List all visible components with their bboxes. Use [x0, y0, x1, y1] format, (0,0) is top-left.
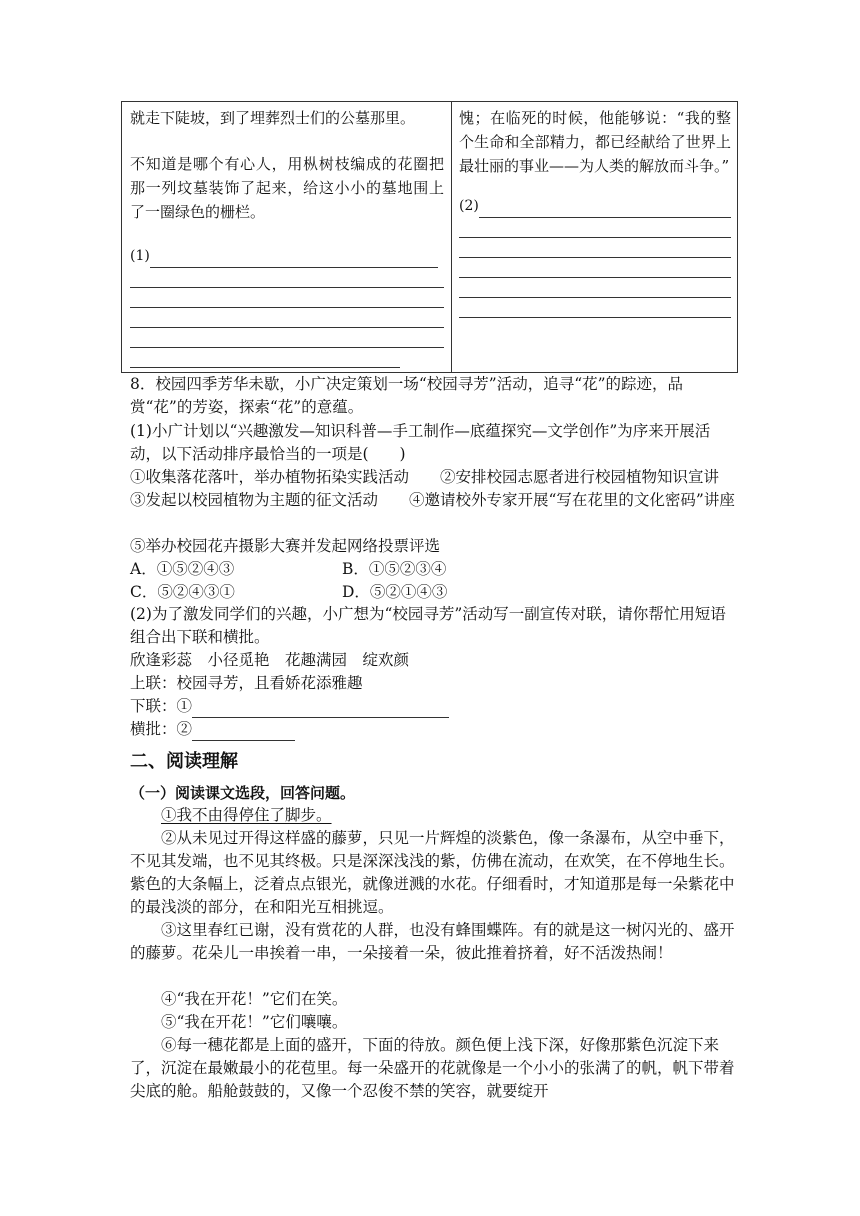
lower-couplet-label: 下联：① — [130, 697, 193, 715]
answer-line[interactable] — [130, 348, 400, 368]
blank-label-2: (2) — [459, 198, 479, 214]
passage-paragraph-6: ⑥每一穗花都是上面的盛开，下面的待放。颜色便上浅下深，好像那紫色沉淀下来了，沉淀在最嫩最小的花苞里。每一朵盛开的花就像是一个小小的张满了的帆，帆下带着尖底的舱。船舱鼓鼓的，又像一个忍俊不禁的笑容，就要绽开 — [130, 1036, 735, 1100]
passage-paragraph-1: ①我不由得停住了脚步。 — [161, 806, 332, 824]
right-paragraph-1: 愧；在临死的时候，他能够说：“我的整个生命和全部精力，都已经献给了世界上最壮丽的事业——为人类的解放而斗争。” — [459, 109, 731, 175]
lower-couplet-line[interactable] — [192, 699, 449, 718]
section-2-title: 二、阅读理解 — [130, 751, 238, 772]
passage-paragraph-2: ②从未见过开得这样盛的藤萝，只见一片辉煌的淡紫色，像一条瀑布，从空中垂下，不见其发端，也不见其终极。只是深深浅浅的紫，仿佛在流动，在欢笑，在不停地生长。紫色的大条幅上，泛着点点银光，就像迸溅的水花。仔细看时，才知道那是每一朵紫花中的最浅淡的部分，在和阳光互相挑逗。 — [130, 829, 735, 916]
left-paragraph-2: 不知道是哪个有心人，用枞树枝编成的花圈把那一列坟墓装饰了起来，给这小小的墓地围上了一圈绿色的栅栏。 — [130, 155, 444, 221]
answer-line[interactable] — [130, 328, 444, 348]
table-divider — [451, 102, 452, 372]
section-2-subtitle: （一）阅读课文选段，回答问题。 — [130, 784, 356, 802]
answer-blank-2[interactable] — [459, 196, 731, 218]
banner-line[interactable] — [192, 722, 295, 741]
question-8-stem: 8．校园四季芳华未歇，小广决定策划一场“校园寻芳”活动，追寻“花”的踪迹，品赏“花”的芳姿，探索“花”的意蕴。 — [130, 375, 684, 416]
option-b[interactable]: B．①⑤②③④ — [342, 560, 447, 578]
answer-line[interactable] — [459, 258, 731, 278]
answer-blank-1[interactable] — [130, 246, 444, 268]
answer-line[interactable] — [459, 238, 731, 258]
question-8-part-2: (2)为了激发同学们的兴趣，小广想为“校园寻芳”活动写一副宣传对联，请你帮忙用短语组合出下联和横批。 — [130, 605, 726, 646]
table-left-cell — [130, 106, 444, 368]
table-right-cell — [459, 106, 731, 318]
answer-table — [121, 101, 738, 373]
blank-label-1: (1) — [130, 248, 150, 264]
option-c[interactable]: C．⑤②④③① — [130, 583, 235, 601]
answer-line[interactable] — [130, 308, 444, 328]
activity-5: ⑤举办校园花卉摄影大赛并发起网络投票评选 — [130, 537, 441, 555]
activity-list: ①收集落花落叶，举办植物拓染实践活动 ②安排校园志愿者进行校园植物知识宣讲 ③发起以校园植物为主题的征文活动 ④邀请校外专家开展“写在花里的文化密码”讲座 — [130, 468, 751, 509]
passage-paragraph-5: ⑤“我在开花！”它们嚷嚷。 — [161, 1013, 348, 1031]
answer-line[interactable] — [459, 278, 731, 298]
answer-line[interactable] — [459, 218, 731, 238]
question-8-part-1: (1)小广计划以“兴趣激发—知识科普—手工制作—底蕴探究—文学创作”为序来开展活动，以下活动排序最恰当的一项是( ) — [130, 422, 711, 463]
left-paragraph-1: 就走下陡坡，到了埋葬烈士们的公墓那里。 — [130, 109, 416, 127]
passage-paragraph-3: ③这里春红已谢，没有赏花的人群，也没有蜂围蝶阵。有的就是这一树闪光的、盛开的藤萝。花朵儿一串挨着一串，一朵接着一朵，彼此推着挤着，好不活泼热闹！ — [130, 921, 735, 962]
banner-label: 横批：② — [130, 720, 193, 738]
lower-couplet-blank — [130, 695, 740, 718]
option-a[interactable]: A．①⑤②④③ — [130, 560, 235, 578]
answer-line[interactable] — [459, 298, 731, 318]
upper-couplet: 上联：校园寻芳，且看娇花添雅趣 — [130, 674, 363, 692]
answer-line[interactable] — [130, 288, 444, 308]
answer-line[interactable] — [130, 268, 444, 288]
passage-paragraph-4: ④“我在开花！”它们在笑。 — [161, 990, 348, 1008]
option-d[interactable]: D．⑤②①④③ — [342, 583, 448, 601]
banner-blank — [130, 718, 740, 741]
phrase-list: 欣逢彩蕊 小径觅艳 花趣满园 绽欢颜 — [130, 651, 410, 669]
